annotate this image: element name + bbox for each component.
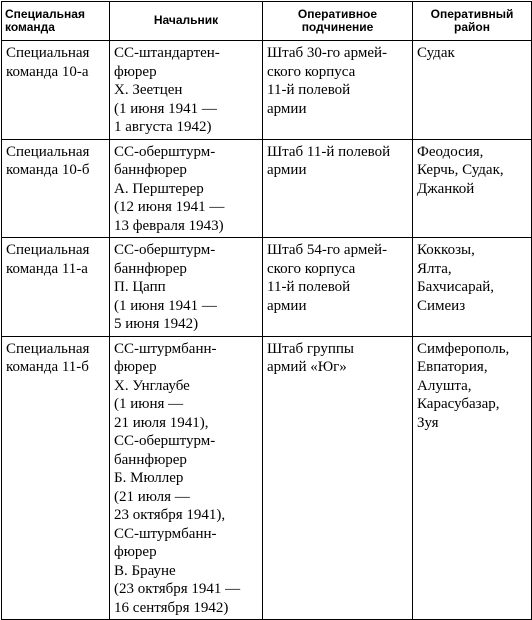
text-line: баннфюрер	[114, 451, 187, 468]
header-subordination-line: Оперативное	[297, 6, 378, 21]
text-line: Судак	[417, 45, 455, 61]
header-chief	[110, 2, 263, 41]
text-line: армий «Юг»	[267, 359, 347, 375]
text-line: Специальная	[6, 45, 90, 61]
text-line: ского корпуса	[267, 63, 356, 80]
text-line: (23 октября 1941 —	[114, 581, 241, 597]
text-line: Симферополь,	[417, 340, 510, 357]
text-line: Коккозы,	[417, 242, 475, 258]
header-team-line: Специальная	[5, 6, 85, 21]
text-line: Штаб 54-го армей-	[267, 242, 388, 258]
text-line: (12 июня 1941 —	[114, 199, 225, 215]
text-line: фюрер	[114, 63, 157, 80]
units-table	[1, 1, 532, 620]
text-line: СС-оберштурм-	[114, 242, 216, 258]
cell-chief	[110, 238, 263, 337]
text-line: команда 10-а	[6, 63, 89, 80]
text-line: Штаб 30-го армей-	[267, 45, 388, 61]
text-line: Специальная	[6, 242, 90, 258]
text-line: (1 июня 1941 —	[114, 100, 217, 117]
cell-district	[413, 139, 532, 238]
text-line: фюрер	[114, 544, 157, 560]
text-line: Бахчисарай,	[417, 279, 495, 295]
cell-district	[413, 41, 532, 140]
cell-team	[2, 238, 110, 337]
cell-team	[2, 336, 110, 620]
cell-chief	[110, 41, 263, 140]
header-row	[2, 2, 532, 41]
chief-name: П. Цапп	[114, 279, 166, 295]
table-row	[2, 336, 532, 620]
chief-name: Б. Мюллер	[114, 470, 184, 486]
text-line: 21 июля 1941),	[114, 414, 209, 431]
text-line: Керчь, Судак,	[417, 162, 504, 178]
table-row	[2, 238, 532, 337]
text-line: Джанкой	[417, 180, 475, 197]
text-line: 11-й полевой	[267, 82, 351, 98]
chief-name: Х. Зеетцен	[114, 82, 183, 98]
header-subordination-line: подчинение	[301, 20, 374, 34]
text-line: Штаб группы	[267, 340, 354, 357]
cell-subordination	[263, 139, 413, 238]
text-line: армии	[267, 297, 307, 314]
text-line: (21 июля —	[114, 488, 190, 505]
text-line: (1 июня 1941 —	[114, 297, 217, 314]
text-line: команда 11-б	[6, 359, 89, 375]
text-line: Алушта,	[417, 377, 472, 394]
text-line: СС-штандартен-	[114, 45, 220, 61]
text-line: СС-оберштурм-	[114, 143, 216, 160]
text-line: Специальная	[6, 143, 90, 160]
header-district-line: Оперативный	[430, 6, 514, 21]
cell-team	[2, 41, 110, 140]
header-team	[2, 2, 110, 41]
text-line: Феодосия,	[417, 143, 484, 160]
text-line: 16 сентября 1942)	[114, 599, 229, 616]
header-district-line: район	[454, 20, 490, 34]
text-line: Симеиз	[417, 297, 466, 314]
text-line: СС-штурмбанн-	[114, 525, 217, 542]
text-line: 11-й полевой	[267, 279, 351, 295]
text-line: Специальная	[6, 340, 90, 357]
text-line: армии	[267, 162, 307, 178]
text-line: Карасубазар,	[417, 396, 500, 412]
chief-name: В. Брауне	[114, 562, 176, 579]
text-line: баннфюрер	[114, 260, 187, 277]
text-line: Зуя	[417, 414, 439, 431]
chief-name: А. Перштерер	[114, 180, 204, 197]
table-row	[2, 41, 532, 140]
text-line: 5 июня 1942)	[114, 316, 199, 332]
cell-chief	[110, 139, 263, 238]
text-line: СС-оберштурм-	[114, 433, 216, 449]
cell-subordination	[263, 41, 413, 140]
header-district	[413, 2, 532, 41]
text-line: 23 октября 1941),	[114, 507, 226, 523]
cell-district	[413, 238, 532, 337]
header-team-line: команда	[5, 20, 55, 34]
header-chief-line: Начальник	[153, 13, 219, 28]
cell-subordination	[263, 238, 413, 337]
cell-team	[2, 139, 110, 238]
table-row	[2, 139, 532, 238]
cell-chief	[110, 336, 263, 620]
chief-name: Х. Унглаубе	[114, 377, 190, 394]
text-line: СС-штурмбанн-	[114, 340, 217, 357]
cell-subordination	[263, 336, 413, 620]
text-line: Евпатория,	[417, 359, 488, 375]
text-line: фюрер	[114, 359, 157, 375]
text-line: команда 10-б	[6, 162, 90, 178]
text-line: ского корпуса	[267, 260, 356, 277]
text-line: армии	[267, 100, 307, 117]
text-line: команда 11-а	[6, 260, 88, 277]
text-line: (1 июня —	[114, 396, 184, 412]
header-subordination	[263, 2, 413, 41]
text-line: Ялта,	[417, 260, 452, 277]
cell-district	[413, 336, 532, 620]
text-line: 13 февраля 1943)	[114, 217, 224, 234]
text-line: 1 августа 1942)	[114, 119, 212, 135]
text-line: баннфюрер	[114, 162, 187, 178]
text-line: Штаб 11-й полевой	[267, 143, 391, 160]
